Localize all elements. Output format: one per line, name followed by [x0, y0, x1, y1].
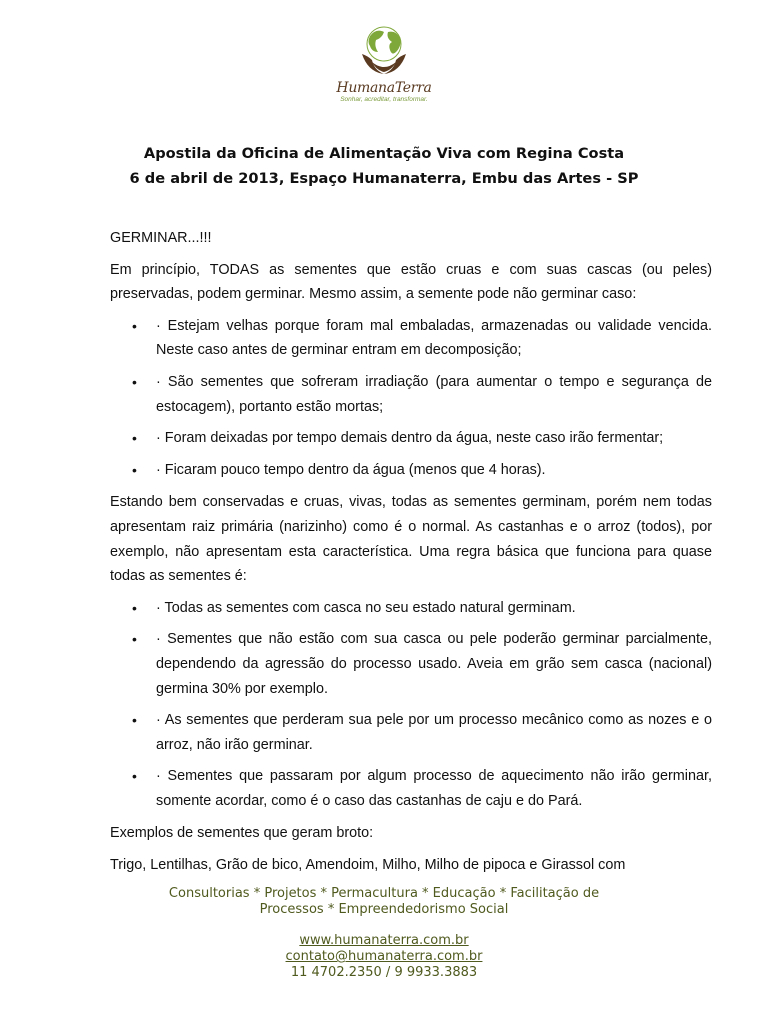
bullet-list — [110, 596, 712, 814]
website-link[interactable]: www.humanaterra.com.br — [299, 933, 469, 948]
logo-wordmark: HumanaTerra — [336, 80, 432, 96]
paragraph: Estando bem conservadas e cruas, vivas, todas as sementes germinam, porém nem todas apresentam raiz primária (narizinho) como é o normal. As castanhas e o arroz (todos), por exemplo, não apresentam esta característica. Uma regra básica que funciona para quase todas as sementes é: — [110, 494, 712, 585]
humanaterra-logo — [328, 24, 440, 106]
paragraph: Trigo, Lentilhas, Grão de bico, Amendoim, Milho, Milho de pipoca e Girassol com — [110, 857, 626, 874]
list-item: • · Todas as sementes com casca no seu estado natural germinam. — [156, 596, 712, 621]
list-item: • · Estejam velhas porque foram mal embaladas, armazenadas ou validade vencida. Neste caso antes de germinar entram em decomposição; — [156, 314, 712, 363]
list-item: • · As sementes que perderam sua pele por um processo mecânico como as nozes e o arroz, não irão germinar. — [156, 708, 712, 757]
list-item: • · Sementes que não estão com sua casca ou pele poderão germinar parcialmente, dependendo da agressão do processo usado. Aveia em grão sem casca (nacional) germina 30% por exemplo. — [156, 627, 712, 701]
bullet-list — [110, 314, 712, 483]
list-item: • · Ficaram pouco tempo dentro da água (menos que 4 horas). — [156, 458, 712, 483]
list-item: • · Foram deixadas por tempo demais dentro da água, neste caso irão fermentar; — [156, 426, 712, 451]
phone-numbers: 11 4702.2350 / 9 9933.3883 — [290, 965, 478, 980]
document-subtitle: 6 de abril de 2013, Espaço Humanaterra, Embu das Artes - SP — [129, 170, 639, 187]
email-link[interactable]: contato@humanaterra.com.br — [285, 949, 483, 964]
document-title: Apostila da Oficina de Alimentação Viva com Regina Costa — [143, 145, 625, 162]
logo-tagline: Sonhar, acreditar, transformar. — [340, 96, 428, 103]
list-item: • · Sementes que passaram por algum processo de aquecimento não irão germinar, somente acordar, como é o caso das castanhas de caju e do Pará. — [156, 764, 712, 813]
footer-contact — [0, 933, 768, 981]
services-line: Consultorias * Projetos * Permacultura * Educação * Facilitação de — [168, 886, 600, 901]
list-item: • · São sementes que sofreram irradiação (para aumentar o tempo e segurança de estocagem), portanto estão mortas; — [156, 370, 712, 419]
paragraph: Exemplos de sementes que geram broto: — [110, 825, 374, 842]
globe-hands-icon — [328, 24, 440, 82]
paragraph: Em princípio, TODAS as sementes que estão cruas e com suas cascas (ou peles) preservadas, podem germinar. Mesmo assim, a semente pode não germinar caso: — [110, 261, 712, 303]
document-body — [110, 226, 712, 885]
footer-services — [0, 886, 768, 918]
section-heading: GERMINAR...!!! — [110, 230, 212, 246]
services-line: Processos * Empreendedorismo Social — [259, 902, 509, 917]
